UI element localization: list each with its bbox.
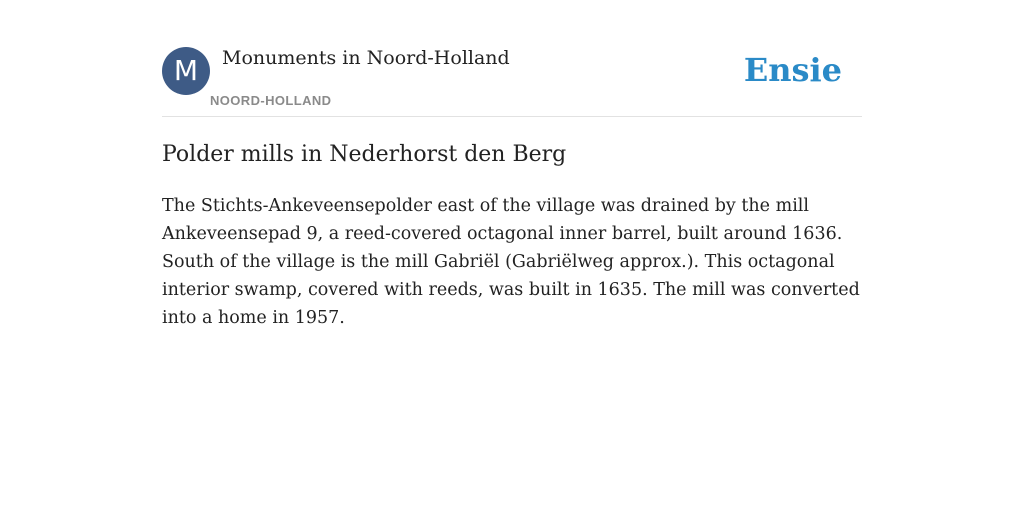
category-link[interactable]: NOORD-HOLLAND <box>210 93 332 108</box>
avatar[interactable]: M <box>162 47 210 95</box>
article-body: The Stichts-Ankeveensepolder east of the village was drained by the mill Ankeveensepad 9, a reed-covered octagonal inner barrel, built around 1636. South of the village is the mill Gabriël (Gabriëlweg approx.). This octagonal interior swamp, covered with reeds, was built in 1635. The mill was converted into a home in 1957. <box>162 196 860 328</box>
site-title[interactable]: Monuments in Noord-Holland <box>222 47 510 69</box>
ensie-logo[interactable]: Ensie <box>743 51 842 89</box>
header <box>162 46 862 117</box>
article-title: Polder mills in Nederhorst den Berg <box>162 142 567 167</box>
